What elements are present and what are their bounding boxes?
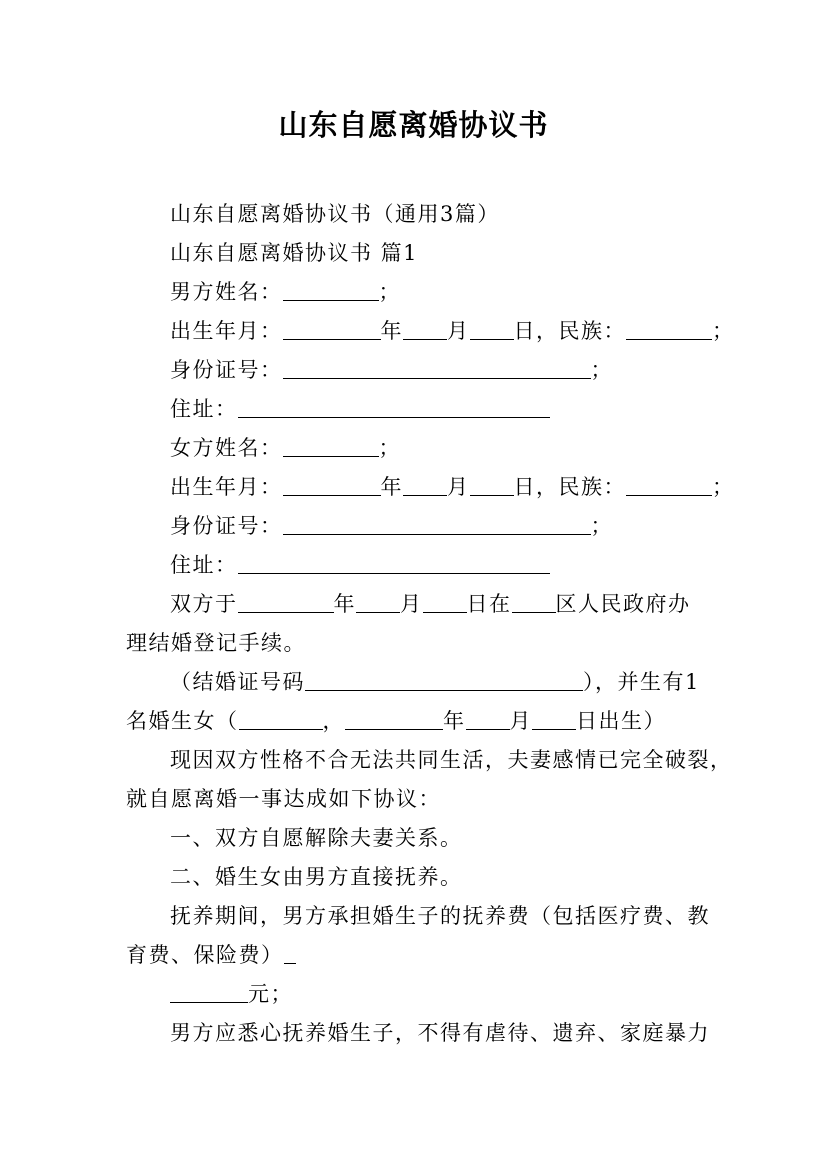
blank <box>403 475 447 496</box>
blank <box>283 358 591 379</box>
blank <box>283 436 379 457</box>
marriage-date-line: 双方于 年 月 日在 区人民政府办 <box>170 592 691 616</box>
blank <box>239 709 323 730</box>
certificate-line: （结婚证号码 ），并生有1 <box>170 670 700 694</box>
paragraph-line: 育费、保险费） <box>126 939 296 969</box>
blank <box>532 709 576 730</box>
blank <box>356 592 400 613</box>
blank <box>238 397 550 418</box>
paragraph-line: 现因双方性格不合无法共同生活，夫妻感情已完全破裂， <box>170 748 733 772</box>
clause-one: 一、双方自愿解除夫妻关系。 <box>170 826 463 850</box>
female-name-line: 女方姓名： ； <box>170 436 401 460</box>
blank <box>512 592 556 613</box>
clause-two: 二、婚生女由男方直接抚养。 <box>170 865 463 889</box>
blank <box>403 319 447 340</box>
female-address-line: 住址： <box>170 549 550 579</box>
female-birth-line: 出生年月： 年 月 日，民族： ； <box>170 475 735 499</box>
blank <box>423 592 467 613</box>
blank <box>466 709 510 730</box>
section-heading: 山东自愿离婚协议书 篇1 <box>170 241 419 265</box>
male-name-blank <box>283 280 379 301</box>
paragraph-line: 就自愿离婚一事达成如下协议： <box>126 787 441 811</box>
female-id-line: 身份证号： ； <box>170 514 613 538</box>
blank <box>470 319 514 340</box>
blank <box>170 982 248 1003</box>
child-line: 名婚生女（ ， 年 月 日出生） <box>126 709 666 733</box>
blank <box>283 514 591 535</box>
paragraph-line: 男方应悉心抚养婚生子，不得有虐待、遗弃、家庭暴力 <box>170 1021 710 1045</box>
blank <box>470 475 514 496</box>
blank <box>283 319 381 340</box>
subtitle-line: 山东自愿离婚协议书（通用3篇） <box>170 202 500 226</box>
paragraph-line: 理结婚登记手续。 <box>126 631 306 655</box>
male-address-line: 住址： <box>170 393 550 423</box>
blank <box>345 709 443 730</box>
male-name-line: 男方姓名： ； <box>170 280 401 304</box>
paragraph-line: 抚养期间，男方承担婚生子的抚养费（包括医疗费、教 <box>170 904 710 928</box>
blank <box>283 475 381 496</box>
blank <box>284 943 296 964</box>
document-title: 山东自愿离婚协议书 <box>278 108 549 142</box>
blank <box>626 475 712 496</box>
male-id-line: 身份证号： ； <box>170 358 613 382</box>
male-birth-line: 出生年月： 年 月 日，民族： ； <box>170 319 735 343</box>
blank <box>305 670 583 691</box>
blank <box>626 319 712 340</box>
blank <box>238 553 550 574</box>
blank <box>238 592 334 613</box>
amount-line: 元； <box>170 978 293 1008</box>
